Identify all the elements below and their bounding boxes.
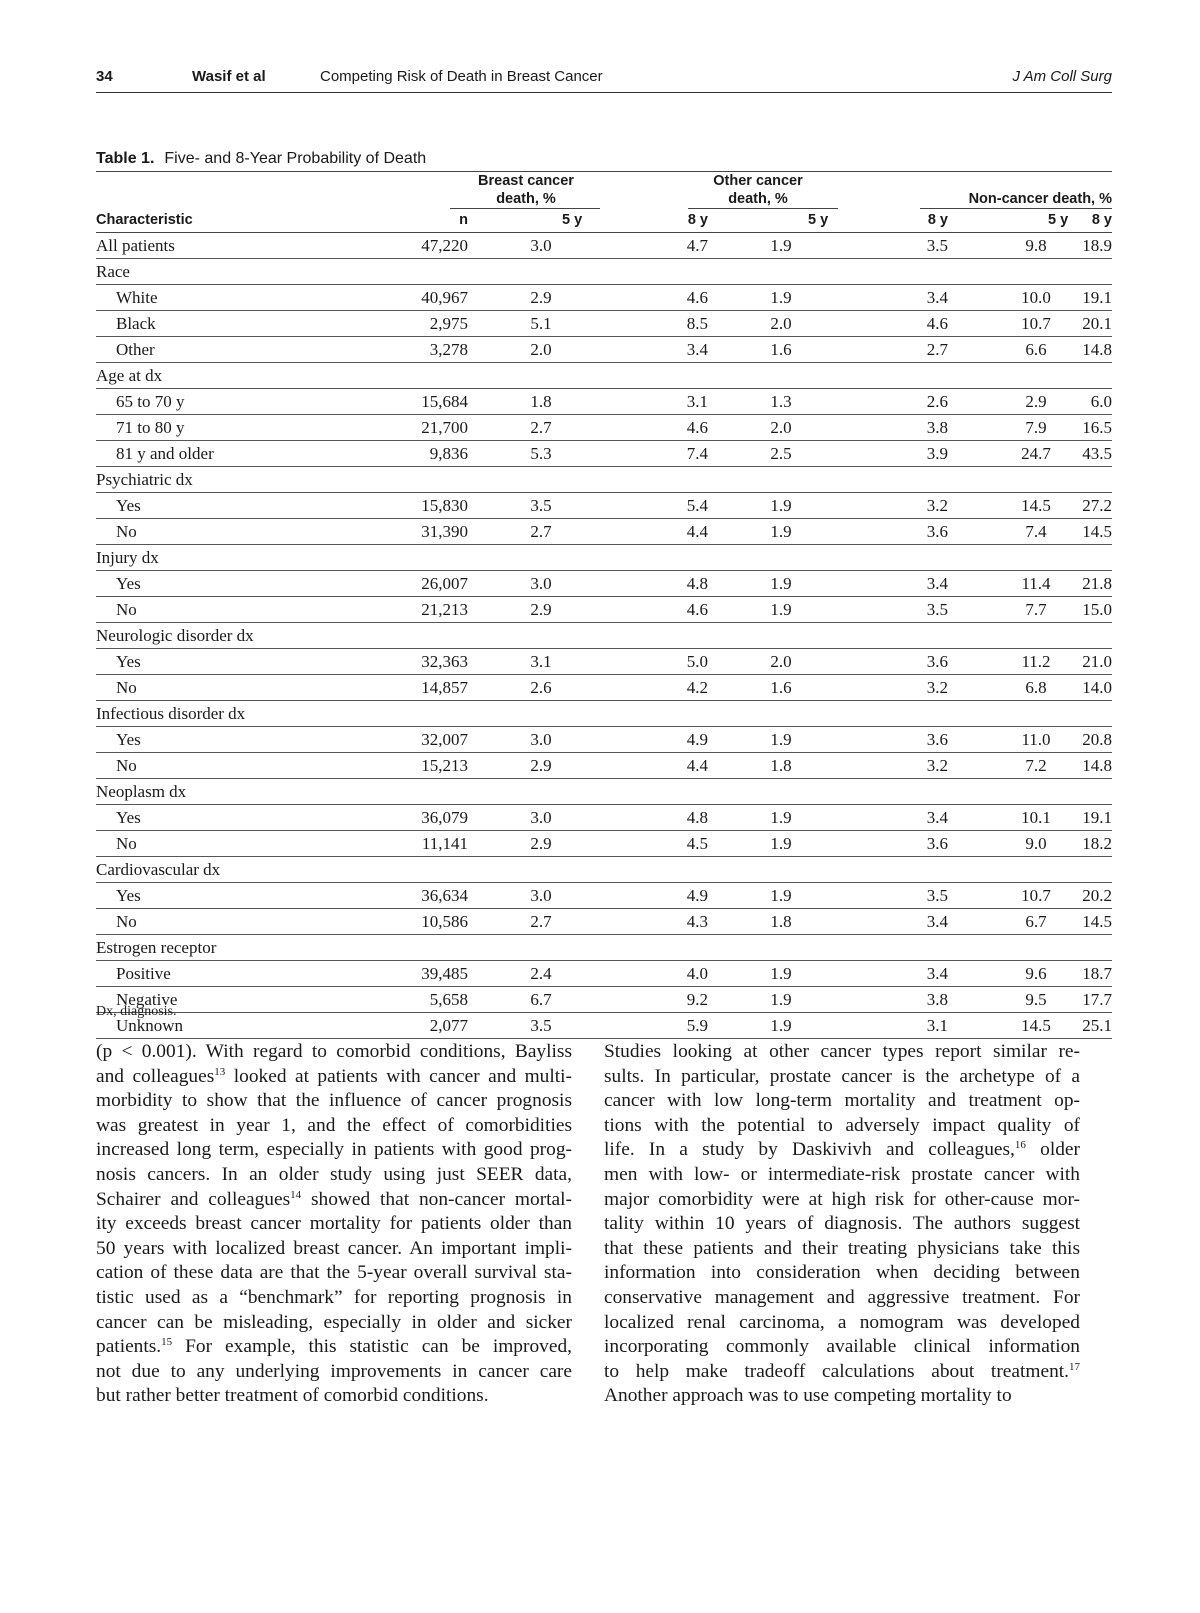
cell-b8: 4.2 <box>686 678 708 697</box>
row-label: Negative <box>116 990 178 1009</box>
text-line: information into consideration when deciding between <box>604 1262 1080 1284</box>
cell-o8: 3.8 <box>926 990 948 1009</box>
text-line: life. In a study by Daskivivh and colleagues,$^{16}$ older <box>604 1139 1080 1161</box>
cell-o5: 2.0 <box>770 652 792 671</box>
text-line: tality within 10 years of diagnosis. The authors suggest <box>604 1213 1080 1235</box>
cell-o5: 1.9 <box>770 964 792 983</box>
noncancer-group-rule <box>920 208 1112 209</box>
cell-o8: 3.4 <box>926 288 948 307</box>
table-row <box>96 415 1112 441</box>
col-header-breast-5y: 5 y <box>562 212 583 228</box>
cell-n: 32,007 <box>421 730 468 749</box>
cell-n: 11,141 <box>421 834 468 853</box>
cell-o5: 1.8 <box>770 912 792 931</box>
cell-n8: 16.5 <box>1082 418 1112 437</box>
cell-n5: 24.7 <box>1021 444 1051 463</box>
row-label: No <box>116 912 137 931</box>
cell-o5: 1.9 <box>770 236 792 255</box>
row-label: 81 y and older <box>116 444 214 463</box>
cell-n: 5,658 <box>429 990 468 1009</box>
table-title: Five- and 8-Year Probability of Death <box>164 150 427 167</box>
cell-n5: 11.0 <box>1021 730 1051 749</box>
cell-n5: 9.0 <box>1025 834 1047 853</box>
cell-b8: 4.8 <box>686 574 708 593</box>
table-row <box>96 961 1112 987</box>
cell-b8: 5.9 <box>686 1016 708 1035</box>
table-body <box>96 233 1112 1039</box>
text-line: cancer can be misleading, especially in older and sicker <box>96 1311 572 1333</box>
cell-b5: 2.9 <box>530 834 552 853</box>
cell-o8: 3.6 <box>926 834 948 853</box>
text-line: not due to any underlying improvements in cancer care <box>96 1360 572 1382</box>
cell-b5: 2.0 <box>530 340 552 359</box>
cell-b8: 7.4 <box>686 444 708 463</box>
cell-n: 2,975 <box>429 314 468 333</box>
table-row <box>96 805 1112 831</box>
cell-o8: 3.8 <box>926 418 948 437</box>
cell-n: 47,220 <box>421 236 468 255</box>
cell-n8: 19.1 <box>1082 288 1112 307</box>
row-label: No <box>116 522 137 541</box>
cell-o5: 2.0 <box>770 314 792 333</box>
cell-o5: 1.3 <box>770 392 792 411</box>
cell-n8: 27.2 <box>1082 496 1112 515</box>
table-group-row <box>96 545 1112 571</box>
cell-b5: 5.1 <box>530 314 552 333</box>
cell-b5: 2.6 <box>530 678 552 697</box>
cell-n: 21,700 <box>421 418 468 437</box>
cell-n8: 18.2 <box>1082 834 1112 853</box>
text-line: increased long term, especially in patients with good prog- <box>96 1139 572 1161</box>
cell-n5: 7.7 <box>1025 600 1047 619</box>
running-head-title: Competing Risk of Death in Breast Cancer <box>320 68 603 85</box>
cell-n8: 14.8 <box>1082 340 1112 359</box>
text-line: sults. In particular, prostate cancer is the archetype of a <box>604 1065 1080 1087</box>
table-group-row <box>96 857 1112 883</box>
row-label: White <box>116 288 158 307</box>
cell-b5: 2.9 <box>530 600 552 619</box>
cell-o8: 3.1 <box>926 1016 948 1035</box>
row-label: Cardiovascular dx <box>96 860 221 879</box>
cell-n5: 10.7 <box>1021 314 1051 333</box>
cell-o5: 2.0 <box>770 418 792 437</box>
cell-n8: 14.5 <box>1082 522 1112 541</box>
cell-b8: 4.6 <box>686 418 708 437</box>
body-text-left-column <box>96 1040 572 1409</box>
cell-o8: 3.4 <box>926 964 948 983</box>
cell-b8: 4.9 <box>686 886 708 905</box>
cell-o5: 1.9 <box>770 600 792 619</box>
table-row <box>96 571 1112 597</box>
cell-n: 2,077 <box>429 1016 468 1035</box>
row-label: Injury dx <box>96 548 159 567</box>
table-column-header <box>96 212 1112 232</box>
row-label: Estrogen receptor <box>96 938 217 957</box>
cell-o8: 4.6 <box>926 314 948 333</box>
table-group-row <box>96 467 1112 493</box>
table-group-row <box>96 363 1112 389</box>
text-line: tions with the potential to adversely impact quality of <box>604 1114 1080 1136</box>
text-line: Schairer and colleagues$^{14}$ showed that non-cancer mortal- <box>96 1188 572 1210</box>
cell-n5: 9.8 <box>1025 236 1047 255</box>
table-label: Table 1. <box>96 150 155 167</box>
row-label: Yes <box>116 886 141 905</box>
cell-n5: 10.7 <box>1021 886 1051 905</box>
breast-group-rule <box>450 208 600 209</box>
cell-b8: 4.5 <box>686 834 708 853</box>
cell-b5: 6.7 <box>530 990 552 1009</box>
row-label: No <box>116 678 137 697</box>
cell-b8: 5.0 <box>686 652 708 671</box>
row-label: No <box>116 756 137 775</box>
other-header-line1: Other cancer <box>713 173 803 189</box>
cell-b5: 5.3 <box>530 444 552 463</box>
breast-header-line2: death, % <box>496 191 556 207</box>
cell-o5: 1.9 <box>770 574 792 593</box>
cell-n: 15,830 <box>421 496 468 515</box>
cell-o8: 3.5 <box>926 600 948 619</box>
other-cancer-group-header <box>688 172 828 208</box>
col-header-noncancer-8y: 8 y <box>1091 212 1112 228</box>
noncancer-group-header: Non-cancer death, % <box>968 191 1112 207</box>
cell-n5: 9.6 <box>1025 964 1047 983</box>
table-caption <box>96 150 1112 168</box>
row-label: 71 to 80 y <box>116 418 185 437</box>
cell-b5: 2.4 <box>530 964 552 983</box>
table-row <box>96 597 1112 623</box>
text-line: to help make tradeoff calculations about treatment.$^{17}$ <box>604 1360 1080 1382</box>
table-row <box>96 727 1112 753</box>
cell-n8: 43.5 <box>1082 444 1112 463</box>
other-group-rule <box>688 208 838 209</box>
table-row <box>96 753 1112 779</box>
cell-n: 40,967 <box>421 288 468 307</box>
cell-n8: 21.8 <box>1082 574 1112 593</box>
page-number: 34 <box>96 68 113 85</box>
row-label: Infectious disorder dx <box>96 704 246 723</box>
cell-b8: 9.2 <box>686 990 708 1009</box>
cell-n: 36,079 <box>421 808 468 827</box>
cell-o8: 3.5 <box>926 236 948 255</box>
cell-b5: 3.0 <box>530 886 552 905</box>
cell-n8: 15.0 <box>1082 600 1112 619</box>
table-row <box>96 519 1112 545</box>
cell-b5: 3.0 <box>530 730 552 749</box>
text-line: localized renal carcinoma, a nomogram was developed <box>604 1311 1080 1333</box>
cell-n5: 2.9 <box>1025 392 1047 411</box>
cell-o5: 1.9 <box>770 886 792 905</box>
cell-n8: 20.8 <box>1082 730 1112 749</box>
row-label: Yes <box>116 808 141 827</box>
row-label: Positive <box>116 964 171 983</box>
row-label: No <box>116 600 137 619</box>
table-row <box>96 909 1112 935</box>
cell-n: 14,857 <box>421 678 468 697</box>
cell-o8: 3.6 <box>926 522 948 541</box>
row-label: Age at dx <box>96 366 163 385</box>
table-group-row <box>96 935 1112 961</box>
text-line: men with low- or intermediate-risk prostate cancer with <box>604 1163 1080 1185</box>
cell-b8: 5.4 <box>686 496 708 515</box>
col-header-breast-8y: 8 y <box>687 212 708 228</box>
table-group-row <box>96 701 1112 727</box>
cell-n8: 14.8 <box>1082 756 1112 775</box>
cell-n: 36,634 <box>421 886 468 905</box>
col-header-n: n <box>459 212 468 228</box>
cell-b8: 4.4 <box>686 522 708 541</box>
table-row <box>96 233 1112 259</box>
cell-o5: 1.9 <box>770 730 792 749</box>
text-line: incorporating commonly available clinical information <box>604 1336 1080 1358</box>
row-label: Yes <box>116 496 141 515</box>
cell-n8: 20.1 <box>1082 314 1112 333</box>
col-header-other-8y: 8 y <box>927 212 948 228</box>
cell-b8: 4.7 <box>686 236 708 255</box>
table-row <box>96 649 1112 675</box>
cell-n8: 25.1 <box>1082 1016 1112 1035</box>
table-top-rule <box>96 171 1112 172</box>
cell-b8: 4.3 <box>686 912 708 931</box>
cell-o5: 1.8 <box>770 756 792 775</box>
cell-o5: 1.9 <box>770 808 792 827</box>
col-header-noncancer-5y: 5 y <box>1048 212 1069 228</box>
cell-n5: 10.0 <box>1021 288 1051 307</box>
cell-n8: 6.0 <box>1090 392 1112 411</box>
table-row <box>96 1013 1112 1039</box>
row-label: Black <box>116 314 156 333</box>
row-label: Neurologic disorder dx <box>96 626 254 645</box>
cell-o5: 1.6 <box>770 678 792 697</box>
cell-b5: 2.7 <box>530 418 552 437</box>
row-label: Other <box>116 340 155 359</box>
cell-o5: 1.9 <box>770 522 792 541</box>
cell-n: 15,213 <box>421 756 468 775</box>
text-line: and colleagues$^{13}$ looked at patients with cancer and multi- <box>96 1065 572 1087</box>
cell-b5: 3.0 <box>530 574 552 593</box>
text-line: Another approach was to use competing mortality to <box>604 1385 1012 1407</box>
cell-o8: 3.6 <box>926 652 948 671</box>
cell-b5: 3.1 <box>530 652 552 671</box>
row-label: Yes <box>116 730 141 749</box>
cell-b5: 3.0 <box>530 236 552 255</box>
text-line: major comorbidity were at high risk for other-cause mor- <box>604 1188 1080 1210</box>
row-label: Psychiatric dx <box>96 470 193 489</box>
cell-n8: 21.0 <box>1082 652 1112 671</box>
row-label: 65 to 70 y <box>116 392 185 411</box>
cell-o5: 1.6 <box>770 340 792 359</box>
text-line: Studies looking at other cancer types report similar re- <box>604 1041 1080 1062</box>
text-line: patients.$^{15}$ For example, this statistic can be improved, <box>96 1336 572 1358</box>
cell-o5: 2.5 <box>770 444 792 463</box>
cell-o5: 1.9 <box>770 990 792 1009</box>
cell-o5: 1.9 <box>770 496 792 515</box>
cell-n8: 17.7 <box>1082 990 1112 1009</box>
cell-n8: 19.1 <box>1082 808 1112 827</box>
breast-cancer-group-header <box>456 172 596 208</box>
table-group-row <box>96 623 1112 649</box>
journal-name: J Am Coll Surg <box>1012 68 1112 85</box>
cell-n5: 9.5 <box>1025 990 1047 1009</box>
table-row <box>96 285 1112 311</box>
cell-o5: 1.9 <box>770 288 792 307</box>
cell-n5: 7.9 <box>1025 418 1047 437</box>
text-line: ity exceeds breast cancer mortality for patients older than <box>96 1213 572 1235</box>
cell-n: 32,363 <box>421 652 468 671</box>
cell-n: 3,278 <box>429 340 468 359</box>
row-label: Neoplasm dx <box>96 782 187 801</box>
cell-b8: 4.6 <box>686 600 708 619</box>
table-row <box>96 987 1112 1013</box>
cell-b5: 3.5 <box>530 496 552 515</box>
row-label: Unknown <box>116 1016 184 1035</box>
breast-header-line1: Breast cancer <box>478 173 574 189</box>
cell-o8: 2.7 <box>926 340 948 359</box>
cell-b8: 8.5 <box>686 314 708 333</box>
text-line: (p < 0.001). With regard to comorbid conditions, Bayliss <box>96 1041 572 1062</box>
table-row <box>96 675 1112 701</box>
cell-n5: 10.1 <box>1021 808 1051 827</box>
cell-o8: 3.2 <box>926 678 948 697</box>
text-line: cancer with low long-term mortality and treatment op- <box>604 1090 1080 1112</box>
text-line: conservative management and aggressive treatment. For <box>604 1286 1080 1308</box>
row-label: No <box>116 834 137 853</box>
cell-b5: 3.5 <box>530 1016 552 1035</box>
row-label: Yes <box>116 574 141 593</box>
row-label: All patients <box>96 236 175 255</box>
cell-b5: 2.9 <box>530 756 552 775</box>
table-row <box>96 883 1112 909</box>
cell-n5: 6.8 <box>1025 678 1047 697</box>
cell-b5: 2.7 <box>530 522 552 541</box>
cell-n5: 6.7 <box>1025 912 1047 931</box>
table-row <box>96 831 1112 857</box>
table-row <box>96 389 1112 415</box>
cell-n5: 11.2 <box>1021 652 1051 671</box>
col-header-other-5y: 5 y <box>808 212 829 228</box>
running-head-authors: Wasif et al <box>192 68 266 85</box>
col-header-characteristic: Characteristic <box>96 212 193 228</box>
cell-n5: 7.2 <box>1025 756 1047 775</box>
cell-o8: 3.2 <box>926 496 948 515</box>
table-footnote: Dx, diagnosis. <box>96 1004 177 1019</box>
text-line: but rather better treatment of comorbid conditions. <box>96 1385 489 1407</box>
cell-n: 15,684 <box>421 392 468 411</box>
cell-o5: 1.9 <box>770 834 792 853</box>
cell-o5: 1.9 <box>770 1016 792 1035</box>
cell-o8: 3.6 <box>926 730 948 749</box>
text-line: cation of these data are that the 5-year overall survival sta- <box>96 1262 572 1284</box>
cell-b5: 1.8 <box>530 392 552 411</box>
table-row <box>96 493 1112 519</box>
row-label: Yes <box>116 652 141 671</box>
table-row <box>96 337 1112 363</box>
text-line: that these patients and their treating physicians take this <box>604 1237 1080 1259</box>
row-label: Race <box>96 262 130 281</box>
cell-n8: 14.5 <box>1082 912 1112 931</box>
cell-n: 31,390 <box>421 522 468 541</box>
cell-b5: 3.0 <box>530 808 552 827</box>
cell-o8: 3.4 <box>926 808 948 827</box>
cell-n5: 6.6 <box>1025 340 1047 359</box>
text-line: nosis cancers. In an older study using just SEER data, <box>96 1163 572 1185</box>
cell-n5: 14.5 <box>1021 1016 1051 1035</box>
running-header <box>96 68 1112 93</box>
other-header-line2: death, % <box>728 191 788 207</box>
table-group-row <box>96 779 1112 805</box>
cell-n5: 11.4 <box>1021 574 1051 593</box>
cell-b5: 2.7 <box>530 912 552 931</box>
cell-b8: 4.8 <box>686 808 708 827</box>
cell-n: 10,586 <box>421 912 468 931</box>
cell-n8: 18.7 <box>1082 964 1112 983</box>
cell-b8: 4.9 <box>686 730 708 749</box>
cell-n8: 14.0 <box>1082 678 1112 697</box>
cell-b8: 3.4 <box>686 340 708 359</box>
cell-o8: 3.2 <box>926 756 948 775</box>
cell-b8: 3.1 <box>686 392 708 411</box>
cell-o8: 3.4 <box>926 912 948 931</box>
cell-o8: 2.6 <box>926 392 948 411</box>
cell-o8: 3.5 <box>926 886 948 905</box>
table-row <box>96 441 1112 467</box>
cell-n5: 14.5 <box>1021 496 1051 515</box>
cell-n: 9,836 <box>429 444 468 463</box>
cell-n: 39,485 <box>421 964 468 983</box>
cell-n8: 18.9 <box>1082 236 1112 255</box>
text-line: 50 years with localized breast cancer. An important impli- <box>96 1237 572 1259</box>
text-line: tistic used as a “benchmark” for reporting prognosis in <box>96 1286 572 1308</box>
cell-o8: 3.4 <box>926 574 948 593</box>
text-line: was greatest in year 1, and the effect of comorbidities <box>96 1114 572 1136</box>
cell-o8: 3.9 <box>926 444 948 463</box>
cell-b8: 4.0 <box>686 964 708 983</box>
cell-n5: 7.4 <box>1025 522 1047 541</box>
cell-b5: 2.9 <box>530 288 552 307</box>
cell-n: 26,007 <box>421 574 468 593</box>
table-group-row <box>96 259 1112 285</box>
cell-b8: 4.6 <box>686 288 708 307</box>
body-text-right-column <box>604 1040 1080 1409</box>
cell-n: 21,213 <box>421 600 468 619</box>
table-row <box>96 311 1112 337</box>
text-line: morbidity to show that the influence of cancer prognosis <box>96 1090 572 1112</box>
cell-n8: 20.2 <box>1082 886 1112 905</box>
cell-b8: 4.4 <box>686 756 708 775</box>
